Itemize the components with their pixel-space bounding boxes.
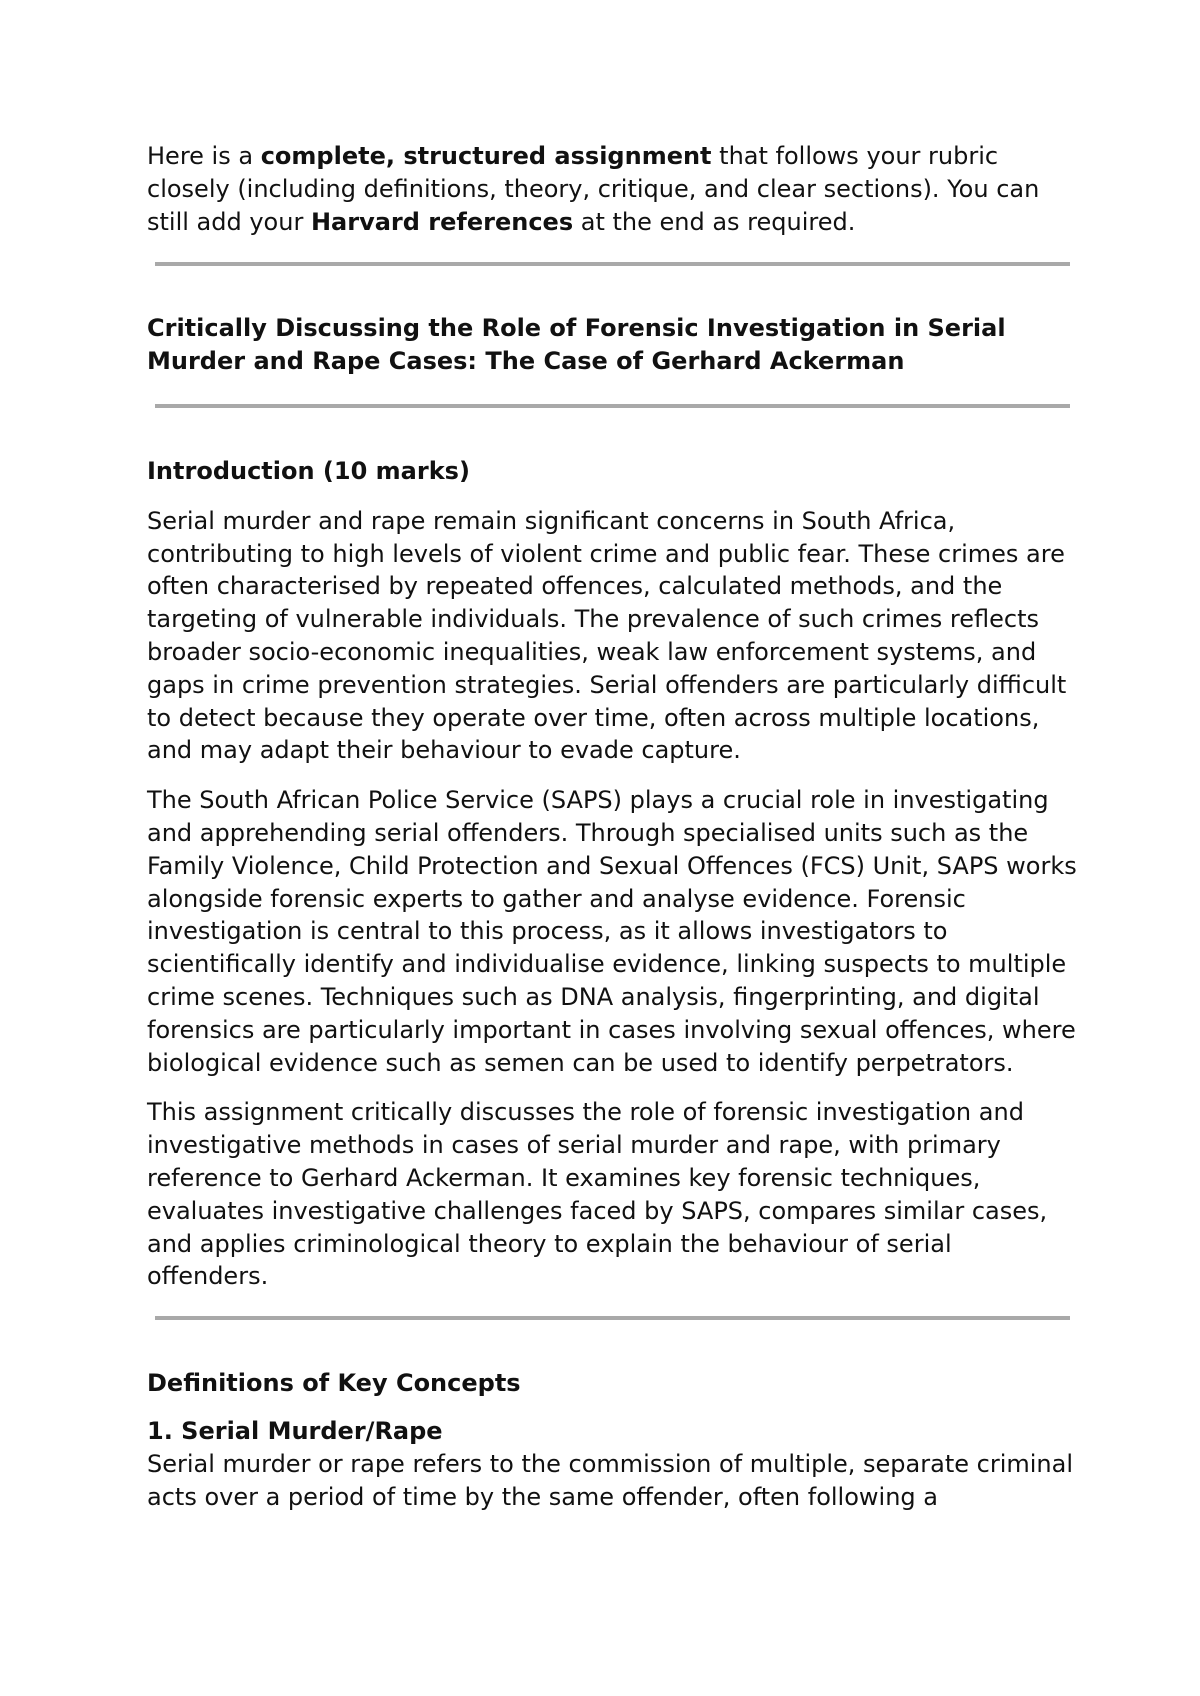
intro-bold-2: Harvard references bbox=[310, 207, 574, 236]
document-title: Critically Discussing the Role of Forensic Investigation in Serial Murder and Rape Cases: The Case of Gerhard Ackerman bbox=[147, 314, 1006, 376]
introduction-heading: Introduction (10 marks) bbox=[147, 456, 470, 485]
introduction-paragraph-3: This assignment critically discusses the role of forensic investigation and investigative methods in cases of serial murder and rape, with primary reference to Gerhard Ackerman. It examines key forensic techniques, evaluates investigative challenges faced by SAPS, compares similar cases, and applies criminological theory to explain the behaviour of serial offenders. bbox=[147, 1098, 1048, 1291]
introduction-paragraph-2: The South African Police Service (SAPS) plays a crucial role in investigating and apprehending serial offenders. Through specialised units such as the Family Violence, Child Protection and Sexual Offences (FCS) Unit, SAPS works alongside forensic experts to gather and analyse evidence. Forensic investigation is central to this process, as it allows investigators to scientifically identify and individualise evidence, linking suspects to multiple crime scenes. Techniques such as DNA analysis, fingerprinting, and digital forensics are particularly important in cases involving sexual offences, where biological evidence such as semen can be used to identify perpetrators. bbox=[147, 786, 1077, 1077]
definitions-heading: Definitions of Key Concepts bbox=[147, 1369, 521, 1398]
intro-bold-1: complete, structured assignment bbox=[260, 142, 712, 170]
intro-text-2: that follows your rubric closely (including definitions, theory, critique, and clear sections). You can still add your bbox=[147, 142, 1040, 236]
horizontal-rule bbox=[155, 1316, 1070, 1320]
intro-text-1: Here is a bbox=[147, 142, 261, 170]
intro-text-3: at the end as required. bbox=[573, 207, 856, 236]
definition-subheading: 1. Serial Murder/Rape bbox=[147, 1416, 443, 1445]
horizontal-rule bbox=[155, 404, 1070, 408]
definition-text: Serial murder or rape refers to the commission of multiple, separate criminal acts over a period of time by the same offender, often following a bbox=[147, 1449, 1073, 1511]
introduction-paragraph-1: Serial murder and rape remain significant concerns in South Africa, contributing to high levels of violent crime and public fear. These crimes are often characterised by repeated offences, calculated methods, and the targeting of vulnerable individuals. The prevalence of such crimes reflects broader socio-economic inequalities, weak law enforcement systems, and gaps in crime prevention strategies. Serial offenders are particularly difficult to detect because they operate over time, often across multiple locations, and may adapt their behaviour to evade capture. bbox=[147, 506, 1067, 765]
horizontal-rule bbox=[155, 262, 1070, 266]
document-page bbox=[147, 140, 1077, 1513]
intro-paragraph bbox=[147, 140, 1077, 238]
